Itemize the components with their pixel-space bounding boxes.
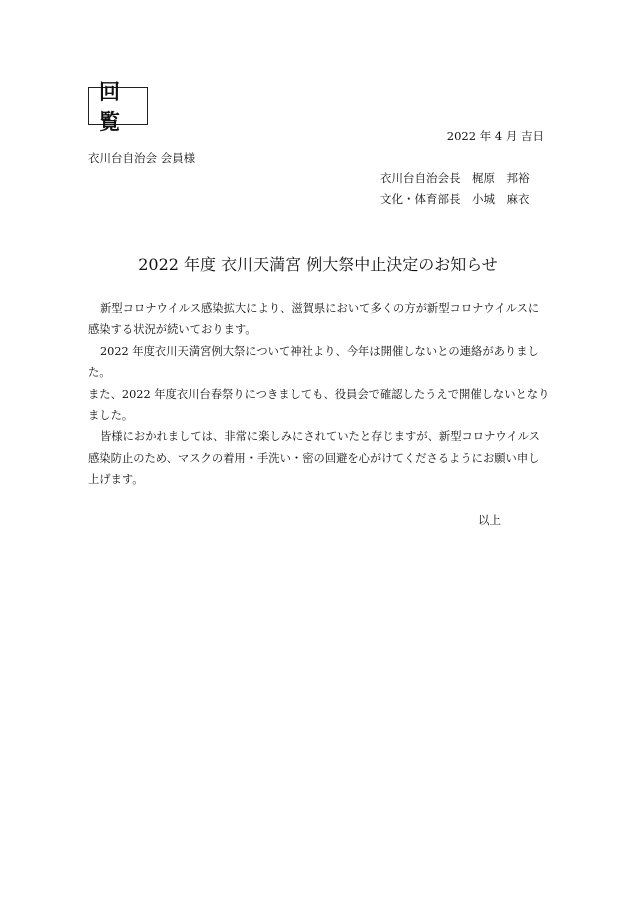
body-line: ました。 <box>88 409 134 423</box>
body-line: た。 <box>88 366 111 380</box>
sender-chairman: 衣川台自治会長 梶原 邦裕 <box>380 171 530 185</box>
closing-mark: 以上 <box>478 513 501 527</box>
addressee: 衣川台自治会 会員様 <box>88 151 196 165</box>
body-line: 新型コロナウイルス感染拡大により、滋賀県において多くの方が新型コロナウイルスに <box>100 302 540 315</box>
issue-date: 2022 年 4 月 吉日 <box>446 129 544 143</box>
document-title: 2022 年度 衣川天満宮 例大祭中止決定のお知らせ <box>138 255 498 274</box>
body-line: 2022 年度衣川天満宮例大祭について神社より、今年は開催しないとの連絡がありまし <box>100 344 539 358</box>
body-line: また、2022 年度衣川台春祭りにつきましても、役員会で確認したうえで開催しないとなり <box>88 387 550 401</box>
body-line: 感染する状況が続いております。 <box>88 323 257 337</box>
body-text <box>88 298 548 491</box>
body-line: 皆様におかれましては、非常に楽しみにされていたと存じますが、新型コロナウイルス <box>100 430 540 444</box>
body-line: 感染防止のため、マスクの着用・手洗い・密の回避を心がけてくださるようにお願い申し <box>88 451 540 465</box>
sender-block <box>380 168 530 210</box>
body-line: 上げます。 <box>88 473 144 487</box>
circulation-stamp: 回 覧 <box>88 87 148 125</box>
sender-culture-director: 文化・体育部長 小城 麻衣 <box>380 192 530 206</box>
